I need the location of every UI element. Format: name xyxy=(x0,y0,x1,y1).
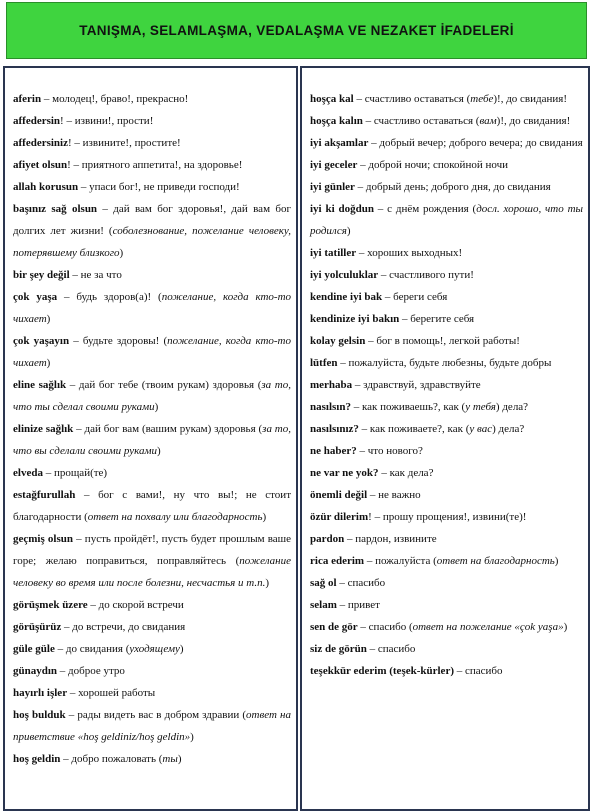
entry-term: siz de görün xyxy=(310,643,367,655)
right-column xyxy=(300,66,590,811)
entry-note: вам xyxy=(479,115,497,127)
list-item xyxy=(310,528,583,550)
list-item xyxy=(310,396,583,418)
entry-definition: – не важно xyxy=(367,489,421,501)
entry-definition: – прощай(те) xyxy=(42,467,108,479)
entry-term: iyi tatiller xyxy=(310,247,357,259)
list-item xyxy=(13,286,291,330)
entry-definition: – добрый вечер; доброго вечера; до свидания xyxy=(368,137,583,149)
entry-definition: – здравствуй, здравствуйте xyxy=(352,379,481,391)
entry-term: hayırlı işler xyxy=(13,687,68,699)
list-item xyxy=(310,352,583,374)
entry-term: elveda xyxy=(13,467,43,479)
list-item xyxy=(13,484,291,528)
entry-term: sağ ol xyxy=(310,577,337,589)
entry-definition: – с днём рождения ( xyxy=(373,203,477,215)
entry-definition: ! – прошу прощения!, извини(те)! xyxy=(368,511,527,523)
entry-definition: – упаси бог!, не приведи господи! xyxy=(78,181,240,193)
list-item xyxy=(310,330,583,352)
entry-definition: – дай бог вам (вашим рукам) здоровья ( xyxy=(73,423,263,435)
list-item xyxy=(13,594,291,616)
entry-definition: – не за что xyxy=(69,269,122,281)
list-item xyxy=(13,374,291,418)
entry-definition: – спасибо xyxy=(336,577,386,589)
entry-tail: ) xyxy=(563,621,568,633)
entry-definition: – берегите себя xyxy=(399,313,475,325)
list-item xyxy=(310,550,583,572)
entry-tail: ) дела? xyxy=(495,401,529,413)
entry-note: тебе xyxy=(470,93,494,105)
entry-term: iyi yolculuklar xyxy=(310,269,379,281)
entry-term: hoş geldin xyxy=(13,753,61,765)
entry-tail: ) xyxy=(177,753,182,765)
entry-definition: – привет xyxy=(336,599,380,611)
entry-definition: – счастливо оставаться ( xyxy=(353,93,471,105)
list-item xyxy=(310,638,583,660)
list-item xyxy=(13,704,291,748)
entry-term: önemli değil xyxy=(310,489,368,501)
list-item xyxy=(310,418,583,440)
entry-term: sen de gör xyxy=(310,621,358,633)
entry-tail: ) xyxy=(154,401,159,413)
list-item xyxy=(310,506,583,528)
entry-term: başınız sağ olsun xyxy=(13,203,98,215)
list-item xyxy=(13,132,291,154)
entry-term: elinize sağlık xyxy=(13,423,74,435)
entry-definition: – молодец!, браво!, прекрасно! xyxy=(41,93,189,105)
entry-term: görüşürüz xyxy=(13,621,62,633)
entry-note: у вас xyxy=(469,423,493,435)
entry-note: ответ на благодарность xyxy=(436,555,555,567)
entry-tail: ) xyxy=(262,511,267,523)
list-item xyxy=(310,132,583,154)
entry-term: iyi geceler xyxy=(310,159,358,171)
entry-note: ответ на пожелание «çok yaşa» xyxy=(412,621,564,633)
entry-tail: ) xyxy=(179,643,184,655)
entry-term: bir şey değil xyxy=(13,269,70,281)
entry-definition: – рады видеть вас в добром здравии ( xyxy=(65,709,247,721)
entry-tail: ) xyxy=(190,731,194,743)
entry-term: eline sağlık xyxy=(13,379,67,391)
entry-term: aferin xyxy=(13,93,42,105)
entry-tail: ) xyxy=(157,445,161,457)
list-item xyxy=(310,198,583,242)
entry-term: güle güle xyxy=(13,643,55,655)
entry-tail: ) xyxy=(265,577,270,589)
list-item xyxy=(310,286,583,308)
entry-definition: ! – приятного аппетита!, на здоровье! xyxy=(67,159,243,171)
entry-definition: – счастливо оставаться ( xyxy=(362,115,480,127)
entry-note: ответ на приветствие «hoş geldiniz/hoş geldin» xyxy=(13,709,292,743)
list-item xyxy=(310,308,583,330)
entry-term: selam xyxy=(310,599,337,611)
entry-definition: – до свидания ( xyxy=(54,643,130,655)
entry-definition: – что нового? xyxy=(356,445,423,457)
entry-note: за то, что ты сделал своими руками xyxy=(13,379,291,413)
left-column xyxy=(3,66,298,811)
entry-term: kendine iyi bak xyxy=(310,291,383,303)
title-banner xyxy=(6,2,587,59)
entry-term: iyi günler xyxy=(310,181,355,193)
entry-definition: – добрый день; доброго дня, до свидания xyxy=(354,181,551,193)
entry-definition: – как дела? xyxy=(378,467,434,479)
list-item xyxy=(310,616,583,638)
entry-definition: – бог в помощь!, легкой работы! xyxy=(365,335,520,347)
entry-term: özür dilerim xyxy=(310,511,369,523)
list-item xyxy=(310,660,583,682)
list-item xyxy=(13,110,291,132)
entry-term: afiyet olsun xyxy=(13,159,68,171)
entry-note: досл. хорошо, что ты родился xyxy=(310,203,583,237)
entry-note: за то, что вы сделали своими руками xyxy=(13,423,291,457)
entry-definition: – до скорой встречи xyxy=(87,599,184,611)
entry-term: nasılsınız? xyxy=(310,423,359,435)
list-item xyxy=(13,528,291,594)
entry-tail: ) xyxy=(119,247,124,259)
entry-term: çok yaşa xyxy=(13,291,58,303)
entry-definition: – доброе утро xyxy=(57,665,125,677)
list-item xyxy=(310,110,583,132)
entry-term: estağfurullah xyxy=(13,489,76,501)
list-item xyxy=(310,374,583,396)
entry-definition: – бог с вами!, ну что вы!; не стоит благодарности ( xyxy=(13,489,291,523)
entry-tail: ) xyxy=(554,555,559,567)
entry-term: nasılsın? xyxy=(310,401,351,413)
entry-definition: – как поживаете?, как ( xyxy=(358,423,470,435)
entry-term: iyi akşamlar xyxy=(310,137,369,149)
entry-definition: – до встречи, до свидания xyxy=(61,621,186,633)
list-item xyxy=(310,462,583,484)
entry-tail: ) xyxy=(346,225,351,237)
entry-definition: – будьте здоровы! ( xyxy=(69,335,168,347)
entry-definition: – спасибо xyxy=(453,665,503,677)
entry-definition: – как поживаешь?, как ( xyxy=(350,401,466,413)
entry-definition: – хороших выходных! xyxy=(356,247,463,259)
entry-term: pardon xyxy=(310,533,345,545)
entry-definition: – спасибо ( xyxy=(357,621,413,633)
list-item xyxy=(13,462,291,484)
list-item xyxy=(310,594,583,616)
list-item xyxy=(13,638,291,660)
entry-note: пожелание человеку во время или после болезни, несчастья и т.п. xyxy=(13,555,291,589)
entry-term: teşekkür ederim (teşek-kürler) xyxy=(310,665,454,677)
entry-definition: – пожалуйста ( xyxy=(364,555,437,567)
entry-tail: ) xyxy=(46,357,51,369)
entry-definition: – береги себя xyxy=(382,291,448,303)
entry-definition: ! – извини!, прости! xyxy=(60,115,154,127)
list-item xyxy=(310,154,583,176)
entry-term: çok yaşayın xyxy=(13,335,70,347)
list-item xyxy=(310,176,583,198)
list-item xyxy=(13,88,291,110)
entry-term: görüşmek üzere xyxy=(13,599,88,611)
entry-definition: – спасибо xyxy=(366,643,416,655)
entry-note: ответ на похвалу или благодарность xyxy=(87,511,263,523)
list-item xyxy=(310,440,583,462)
entry-term: geçmiş olsun xyxy=(13,533,73,545)
entry-definition: – пожалуйста, будьте любезны, будьте добры xyxy=(337,357,552,369)
entry-tail: ) xyxy=(46,313,51,325)
entry-note: соболезнование, пожелание человеку, потерявшему близкого xyxy=(13,225,291,259)
list-item xyxy=(13,660,291,682)
entry-term: kendinize iyi bakın xyxy=(310,313,400,325)
list-item xyxy=(310,264,583,286)
list-item xyxy=(13,198,291,264)
entry-term: allah korusun xyxy=(13,181,79,193)
entry-note: уходящему xyxy=(129,643,180,655)
list-item xyxy=(13,682,291,704)
entry-definition: – добро пожаловать ( xyxy=(60,753,163,765)
entry-term: kolay gelsin xyxy=(310,335,366,347)
entry-term: ne haber? xyxy=(310,445,357,457)
entry-term: merhaba xyxy=(310,379,353,391)
entry-term: hoş bulduk xyxy=(13,709,66,721)
entry-note: пожелание, когда кто-то чихает xyxy=(13,291,292,325)
entry-definition: ! – извините!, простите! xyxy=(67,137,181,149)
entry-tail: )!, до свидания! xyxy=(493,93,567,105)
entry-term: affedersin xyxy=(13,115,61,127)
entry-tail: ) дела? xyxy=(492,423,525,435)
list-item xyxy=(13,264,291,286)
list-item xyxy=(13,330,291,374)
entry-tail: )!, до свидания! xyxy=(496,115,571,127)
list-item xyxy=(310,572,583,594)
entry-definition: – будь здоров(а)! ( xyxy=(57,291,162,303)
entry-definition: – хорошей работы xyxy=(67,687,156,699)
entry-definition: – пусть пройдёт!, пусть будет прошлым ваше горе; желаю поправиться, поправляйтесь ( xyxy=(13,533,291,567)
list-item xyxy=(310,484,583,506)
entry-term: rica ederim xyxy=(310,555,365,567)
entry-term: hoşça kal xyxy=(310,93,354,105)
list-item xyxy=(13,748,291,770)
entry-term: hoşça kalın xyxy=(310,115,363,127)
entry-definition: – пардон, извините xyxy=(344,533,437,545)
list-item xyxy=(310,242,583,264)
entry-note: у тебя xyxy=(465,401,496,413)
list-item xyxy=(13,154,291,176)
entry-note: пожелание, когда кто-то чихает xyxy=(13,335,291,369)
entry-note: ты xyxy=(162,753,178,765)
entry-term: affedersiniz xyxy=(13,137,68,149)
entry-definition: – счастливого пути! xyxy=(378,269,474,281)
list-item xyxy=(13,616,291,638)
entry-term: günaydın xyxy=(13,665,58,677)
entry-definition: – дай вам бог здоровья!, дай вам бог долгих лет жизни! ( xyxy=(13,203,291,237)
list-item xyxy=(13,176,291,198)
entry-definition: – доброй ночи; спокойной ночи xyxy=(357,159,508,171)
entry-term: iyi ki doğdun xyxy=(310,203,374,215)
list-item xyxy=(310,88,583,110)
page-title: TANIŞMA, SELAMLAŞMA, VEDALAŞMA VE NEZAKET İFADELERİ xyxy=(79,23,514,38)
list-item xyxy=(13,418,291,462)
entry-definition: – дай бог тебе (твоим рукам) здоровья ( xyxy=(66,379,262,391)
entry-term: lütfen xyxy=(310,357,338,369)
entry-term: ne var ne yok? xyxy=(310,467,379,479)
